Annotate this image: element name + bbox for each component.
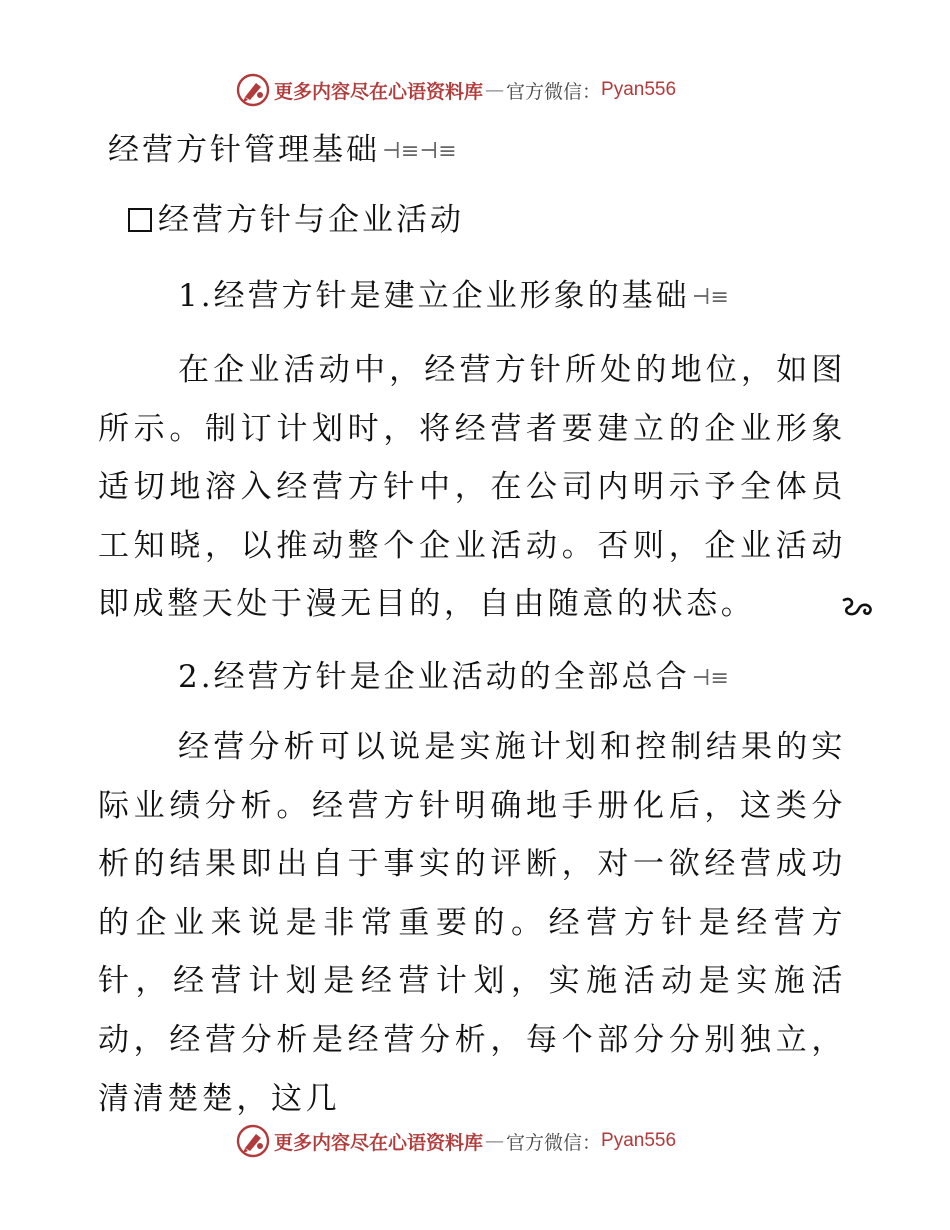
paragraph-1-text: 在企业活动中，经营方针所处的地位，如图所示。制订计划时，将经营者要建立的企业形象适切地溶入经营方针中，在公司内明示予全体员工知晓，以推动整个企业活动。否则，企业活动即成整天处于漫无目的，自由随意的状态。: [98, 352, 846, 623]
heading-1-text: 1.经营方针是建立企业形象的基础: [178, 278, 690, 314]
pen-logo-icon: [236, 73, 270, 107]
heading-2-mark: ⊣≡: [691, 666, 729, 691]
pen-logo-icon: [236, 1124, 270, 1158]
document-title: [108, 130, 457, 172]
heading-1: [178, 276, 729, 318]
checkbox-icon: [128, 208, 152, 232]
banner-text: 更多内容尽在心语资料库: [274, 1131, 484, 1154]
banner-wechat-id: Pyan556: [601, 79, 677, 100]
section-heading-text: 经营方针与企业活动: [158, 202, 464, 238]
paragraph-2-text: 经营分析可以说是实施计划和控制结果的实际业绩分析。经营方针明确地手册化后，这类分析的结果即出自于事实的评断，对一欲经营成功的企业来说是非常重要的。经营方针是经营方针，经营计划是经营计划，实施活动是实施活动，经营分析是经营分析，每个部分分别独立，清清楚楚，这几: [98, 729, 846, 1117]
banner-dash: —: [485, 1130, 505, 1152]
banner-text: 更多内容尽在心语资料库: [274, 80, 484, 103]
swirl-ornament-icon: [761, 579, 795, 603]
footer-banner: [236, 1123, 676, 1159]
heading-1-mark: ⊣≡: [691, 285, 729, 310]
banner-dash: —: [485, 79, 505, 101]
banner-label: 官方微信：: [506, 80, 602, 103]
paragraph-1: [98, 341, 846, 634]
paragraph-2: [98, 718, 846, 1128]
header-banner: [236, 72, 676, 108]
section-heading: [128, 200, 464, 240]
title-mark: ⊣≡⊣≡: [382, 139, 457, 164]
document-title-text: 经营方针管理基础: [108, 132, 380, 168]
banner-label: 官方微信：: [506, 1131, 602, 1154]
banner-wechat-id: Pyan556: [601, 1130, 677, 1151]
heading-2-text: 2.经营方针是企业活动的全部总合: [178, 659, 690, 695]
heading-2: [178, 657, 729, 699]
